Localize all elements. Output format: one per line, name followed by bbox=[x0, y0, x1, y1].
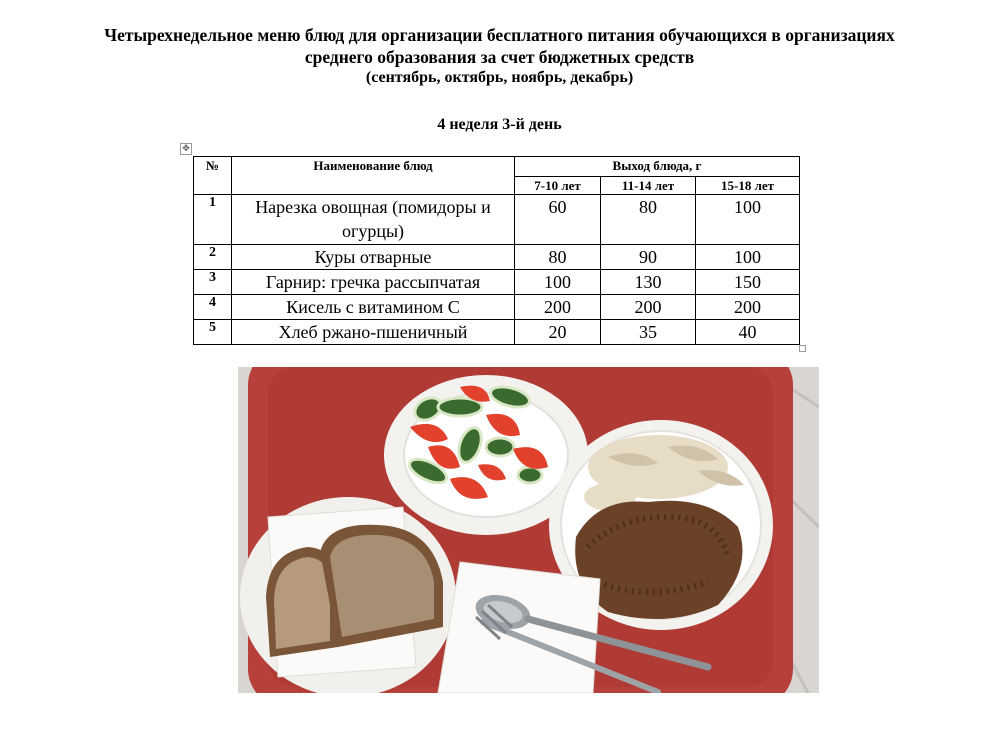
dish-name: Гарнир: гречка рассыпчатая bbox=[232, 270, 515, 295]
col-header-dish-name: Наименование блюд bbox=[232, 157, 515, 195]
col-header-age-7-10: 7-10 лет bbox=[515, 177, 601, 195]
dish-name: Хлеб ржано-пшеничный bbox=[232, 320, 515, 345]
meal-photo bbox=[238, 367, 819, 693]
title-line-1: Четырехнедельное меню блюд для организации бесплатного питания обучающихся в организациях bbox=[104, 25, 895, 45]
day-label: 4 неделя 3-й день bbox=[437, 116, 562, 133]
col-header-age-11-14: 11-14 лет bbox=[601, 177, 696, 195]
title-line-2: среднего образования за счет бюджетных средств bbox=[304, 47, 695, 67]
col-header-age-15-18: 15-18 лет bbox=[696, 177, 800, 195]
row-number: 5 bbox=[194, 320, 232, 345]
yield-15-18: 100 bbox=[696, 195, 800, 245]
yield-7-10: 60 bbox=[515, 195, 601, 245]
table-header-row bbox=[194, 157, 800, 177]
yield-7-10: 20 bbox=[515, 320, 601, 345]
col-header-yield: Выход блюда, г bbox=[515, 157, 800, 177]
table-resize-handle[interactable] bbox=[799, 345, 806, 352]
document-title bbox=[0, 24, 999, 88]
menu-table bbox=[193, 156, 800, 345]
yield-15-18: 150 bbox=[696, 270, 800, 295]
yield-11-14: 200 bbox=[601, 295, 696, 320]
yield-7-10: 80 bbox=[515, 245, 601, 270]
yield-11-14: 80 bbox=[601, 195, 696, 245]
table-row bbox=[194, 245, 800, 270]
table-row bbox=[194, 320, 800, 345]
bread-plate bbox=[240, 497, 456, 693]
yield-11-14: 90 bbox=[601, 245, 696, 270]
yield-11-14: 35 bbox=[601, 320, 696, 345]
table-row bbox=[194, 195, 800, 245]
row-number: 3 bbox=[194, 270, 232, 295]
yield-7-10: 100 bbox=[515, 270, 601, 295]
row-number: 1 bbox=[194, 195, 232, 245]
dish-name: Нарезка овощная (помидоры и огурцы) bbox=[232, 195, 515, 245]
row-number: 4 bbox=[194, 295, 232, 320]
col-header-number: № bbox=[194, 157, 232, 195]
yield-7-10: 200 bbox=[515, 295, 601, 320]
yield-15-18: 200 bbox=[696, 295, 800, 320]
yield-15-18: 40 bbox=[696, 320, 800, 345]
table-move-handle-icon[interactable]: ✥ bbox=[180, 143, 192, 155]
yield-15-18: 100 bbox=[696, 245, 800, 270]
table-row bbox=[194, 270, 800, 295]
dish-name: Кисель с витамином С bbox=[232, 295, 515, 320]
dish-name: Куры отварные bbox=[232, 245, 515, 270]
title-line-3: (сентябрь, октябрь, ноябрь, декабрь) bbox=[365, 69, 634, 86]
row-number: 2 bbox=[194, 245, 232, 270]
yield-11-14: 130 bbox=[601, 270, 696, 295]
table-row bbox=[194, 295, 800, 320]
